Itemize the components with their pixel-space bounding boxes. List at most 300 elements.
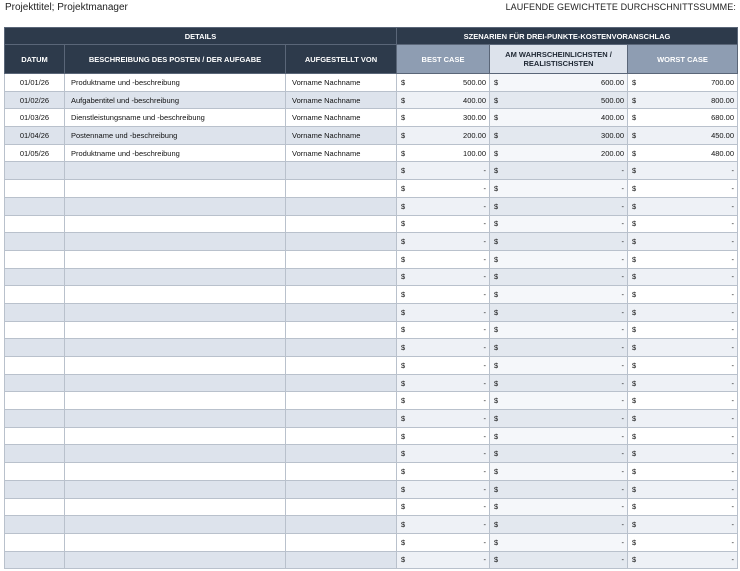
worst-value-cell[interactable] [628, 268, 738, 286]
currency-symbol: $ [632, 537, 637, 547]
worst-value-cell[interactable] [628, 91, 738, 109]
best-value-cell[interactable] [397, 215, 490, 233]
worst-value-cell[interactable] [628, 321, 738, 339]
currency-symbol: $ [401, 325, 406, 335]
date-cell[interactable] [5, 197, 65, 215]
best-value-cell[interactable] [397, 233, 490, 251]
scenarios-group-header: SZENARIEN FÜR DREI-PUNKTE-KOSTENVORANSCHLAG [397, 28, 738, 45]
worst-value: - [731, 219, 735, 229]
description-cell[interactable] [65, 516, 286, 534]
created-by-cell[interactable] [286, 427, 397, 445]
worst-value-cell[interactable] [628, 215, 738, 233]
worst-value-cell[interactable] [628, 303, 738, 321]
table-row [5, 109, 738, 127]
currency-symbol: $ [494, 484, 499, 494]
worst-case-column-header[interactable]: WORST CASE [628, 45, 738, 74]
best-value-cell[interactable] [397, 162, 490, 180]
likely-value: - [621, 166, 624, 176]
date-cell[interactable] [5, 427, 65, 445]
created-by-cell[interactable] [286, 392, 397, 410]
description-cell[interactable] [65, 162, 286, 180]
best-value: - [483, 555, 486, 565]
currency-symbol: $ [632, 378, 637, 388]
currency-symbol: $ [494, 520, 499, 530]
worst-value-cell[interactable] [628, 357, 738, 375]
worst-value-cell[interactable] [628, 392, 738, 410]
currency-symbol: $ [494, 378, 499, 388]
best-value-cell[interactable] [397, 303, 490, 321]
currency-symbol: $ [494, 466, 499, 476]
description-cell[interactable] [65, 427, 286, 445]
best-value-cell[interactable] [397, 374, 490, 392]
likely-value-cell[interactable] [490, 463, 628, 481]
worst-value-cell[interactable] [628, 480, 738, 498]
created-by-cell[interactable]: Vorname Nachname [286, 127, 397, 145]
currency-symbol: $ [632, 520, 637, 530]
currency-symbol: $ [401, 343, 406, 353]
best-value: 500.00 [463, 77, 486, 87]
best-value-cell[interactable] [397, 127, 490, 145]
description-cell[interactable] [65, 180, 286, 198]
likely-value: - [621, 502, 624, 512]
currency-symbol: $ [632, 201, 637, 211]
created-by-cell[interactable] [286, 215, 397, 233]
likely-value-cell[interactable] [490, 533, 628, 551]
created-by-column-header[interactable]: AUFGESTELLT VON [286, 45, 397, 74]
created-by-cell[interactable] [286, 516, 397, 534]
likely-value: - [621, 183, 624, 193]
best-value-cell[interactable] [397, 463, 490, 481]
date-cell[interactable] [5, 233, 65, 251]
likely-value: - [621, 272, 624, 282]
likely-value: - [621, 520, 624, 530]
date-cell[interactable] [5, 180, 65, 198]
likely-value-cell[interactable] [490, 286, 628, 304]
best-value-cell[interactable] [397, 357, 490, 375]
currency-symbol: $ [494, 254, 499, 264]
currency-symbol: $ [401, 520, 406, 530]
date-cell[interactable] [5, 357, 65, 375]
currency-symbol: $ [401, 431, 406, 441]
worst-value: - [731, 431, 735, 441]
date-cell[interactable]: 01/05/26 [5, 144, 65, 162]
likely-value-cell[interactable] [490, 374, 628, 392]
date-cell[interactable] [5, 516, 65, 534]
likely-value-cell[interactable] [490, 427, 628, 445]
currency-symbol: $ [494, 77, 499, 87]
worst-value-cell[interactable] [628, 74, 738, 92]
worst-value-cell[interactable] [628, 516, 738, 534]
best-value: - [483, 431, 486, 441]
worst-value: - [731, 555, 735, 565]
worst-value-cell[interactable] [628, 533, 738, 551]
currency-symbol: $ [632, 77, 637, 87]
best-value-cell[interactable] [397, 197, 490, 215]
project-title[interactable]: Projekttitel; Projektmanager [5, 2, 128, 13]
running-total-label: LAUFENDE GEWICHTETE DURCHSCHNITTSSUMME: [505, 2, 736, 12]
currency-symbol: $ [401, 378, 406, 388]
description-cell[interactable] [65, 463, 286, 481]
worst-value: - [731, 290, 735, 300]
description-cell[interactable] [65, 233, 286, 251]
likely-value-cell[interactable] [490, 233, 628, 251]
likely-value-cell[interactable] [490, 357, 628, 375]
likely-value: - [621, 360, 624, 370]
worst-value: 480.00 [711, 148, 735, 158]
description-cell[interactable] [65, 286, 286, 304]
currency-symbol: $ [494, 555, 499, 565]
best-value-cell[interactable] [397, 268, 490, 286]
currency-symbol: $ [632, 290, 637, 300]
best-value-cell[interactable] [397, 91, 490, 109]
likely-value-cell[interactable] [490, 339, 628, 357]
currency-symbol: $ [632, 466, 637, 476]
currency-symbol: $ [494, 307, 499, 317]
worst-value: - [731, 325, 735, 335]
date-cell[interactable] [5, 498, 65, 516]
created-by-cell[interactable] [286, 445, 397, 463]
likely-value: - [621, 237, 624, 247]
worst-value: - [731, 520, 735, 530]
worst-value-cell[interactable] [628, 551, 738, 569]
date-cell[interactable] [5, 463, 65, 481]
worst-value-cell[interactable] [628, 286, 738, 304]
table-row [5, 162, 738, 180]
table-row [5, 392, 738, 410]
description-cell[interactable]: Dienstleistungsname und -beschreibung [65, 109, 286, 127]
likely-value-cell[interactable] [490, 392, 628, 410]
table-row [5, 551, 738, 569]
description-cell[interactable] [65, 392, 286, 410]
likely-value-cell[interactable] [490, 109, 628, 127]
table-row [5, 374, 738, 392]
date-cell[interactable] [5, 410, 65, 428]
likely-value: - [621, 466, 624, 476]
likely-value-cell[interactable] [490, 498, 628, 516]
worst-value-cell[interactable] [628, 427, 738, 445]
likely-value: 600.00 [601, 77, 624, 87]
likely-value-cell[interactable] [490, 551, 628, 569]
best-value: 200.00 [463, 130, 486, 140]
worst-value: - [731, 378, 735, 388]
date-cell[interactable]: 01/04/26 [5, 127, 65, 145]
best-case-column-header[interactable]: BEST CASE [397, 45, 490, 74]
description-cell[interactable] [65, 551, 286, 569]
currency-symbol: $ [494, 431, 499, 441]
currency-symbol: $ [632, 307, 637, 317]
worst-value-cell[interactable] [628, 374, 738, 392]
date-cell[interactable] [5, 392, 65, 410]
date-cell[interactable] [5, 480, 65, 498]
date-column-header[interactable]: DATUM [5, 45, 65, 74]
best-value: - [483, 396, 486, 406]
description-cell[interactable] [65, 445, 286, 463]
worst-value-cell[interactable] [628, 250, 738, 268]
likely-column-header[interactable]: AM WAHRSCHEINLICHSTEN / REALISTISCHSTEN [490, 45, 628, 74]
table-row [5, 516, 738, 534]
worst-value: - [731, 201, 735, 211]
likely-value-cell[interactable] [490, 91, 628, 109]
created-by-cell[interactable]: Vorname Nachname [286, 91, 397, 109]
created-by-cell[interactable]: Vorname Nachname [286, 74, 397, 92]
description-cell[interactable] [65, 533, 286, 551]
currency-symbol: $ [494, 183, 499, 193]
currency-symbol: $ [632, 113, 637, 123]
table-row [5, 127, 738, 145]
currency-symbol: $ [401, 166, 406, 176]
table-row [5, 303, 738, 321]
description-cell[interactable] [65, 498, 286, 516]
likely-value-cell[interactable] [490, 250, 628, 268]
details-group-header: DETAILS [5, 28, 397, 45]
likely-value-cell[interactable] [490, 445, 628, 463]
created-by-cell[interactable] [286, 268, 397, 286]
created-by-cell[interactable] [286, 498, 397, 516]
worst-value-cell[interactable] [628, 445, 738, 463]
likely-value: 400.00 [601, 113, 624, 123]
likely-value-cell[interactable] [490, 321, 628, 339]
best-value: - [483, 254, 486, 264]
worst-value-cell[interactable] [628, 498, 738, 516]
date-cell[interactable] [5, 303, 65, 321]
created-by-cell[interactable] [286, 303, 397, 321]
best-value: - [483, 272, 486, 282]
likely-value: - [621, 449, 624, 459]
date-cell[interactable] [5, 533, 65, 551]
best-value: 300.00 [463, 113, 486, 123]
likely-value: - [621, 290, 624, 300]
likely-value-cell[interactable] [490, 127, 628, 145]
worst-value: - [731, 360, 735, 370]
worst-value-cell[interactable] [628, 144, 738, 162]
table-row [5, 463, 738, 481]
created-by-cell[interactable] [286, 410, 397, 428]
likely-value-cell[interactable] [490, 480, 628, 498]
best-value: - [483, 290, 486, 300]
date-cell[interactable] [5, 551, 65, 569]
description-cell[interactable]: Produktname und -beschreibung [65, 144, 286, 162]
created-by-cell[interactable] [286, 180, 397, 198]
best-value-cell[interactable] [397, 551, 490, 569]
best-value-cell[interactable] [397, 498, 490, 516]
worst-value-cell[interactable] [628, 197, 738, 215]
description-cell[interactable] [65, 197, 286, 215]
description-cell[interactable] [65, 357, 286, 375]
best-value: - [483, 183, 486, 193]
currency-symbol: $ [401, 360, 406, 370]
created-by-cell[interactable] [286, 286, 397, 304]
description-column-header[interactable]: BESCHREIBUNG DES POSTEN / DER AUFGABE [65, 45, 286, 74]
currency-symbol: $ [494, 449, 499, 459]
created-by-cell[interactable] [286, 533, 397, 551]
date-cell[interactable] [5, 268, 65, 286]
best-value-cell[interactable] [397, 144, 490, 162]
currency-symbol: $ [632, 555, 637, 565]
best-value: - [483, 502, 486, 512]
currency-symbol: $ [494, 148, 499, 158]
currency-symbol: $ [494, 130, 499, 140]
table-row [5, 498, 738, 516]
description-cell[interactable] [65, 215, 286, 233]
currency-symbol: $ [401, 484, 406, 494]
likely-value-cell[interactable] [490, 215, 628, 233]
worst-value: - [731, 466, 735, 476]
currency-symbol: $ [401, 237, 406, 247]
best-value-cell[interactable] [397, 250, 490, 268]
best-value-cell[interactable] [397, 516, 490, 534]
created-by-cell[interactable] [286, 374, 397, 392]
worst-value-cell[interactable] [628, 180, 738, 198]
likely-value: - [621, 201, 624, 211]
description-cell[interactable] [65, 250, 286, 268]
likely-value-cell[interactable] [490, 516, 628, 534]
worst-value-cell[interactable] [628, 109, 738, 127]
description-cell[interactable]: Produktname und -beschreibung [65, 74, 286, 92]
worst-value-cell[interactable] [628, 463, 738, 481]
best-value: - [483, 413, 486, 423]
created-by-cell[interactable] [286, 162, 397, 180]
currency-symbol: $ [494, 502, 499, 512]
description-cell[interactable] [65, 480, 286, 498]
likely-value-cell[interactable] [490, 303, 628, 321]
date-cell[interactable]: 01/01/26 [5, 74, 65, 92]
created-by-cell[interactable]: Vorname Nachname [286, 144, 397, 162]
likely-value: - [621, 431, 624, 441]
best-value-cell[interactable] [397, 392, 490, 410]
best-value-cell[interactable] [397, 445, 490, 463]
description-cell[interactable]: Aufgabentitel und -beschreibung [65, 91, 286, 109]
table-row [5, 533, 738, 551]
currency-symbol: $ [632, 237, 637, 247]
worst-value-cell[interactable] [628, 233, 738, 251]
currency-symbol: $ [401, 502, 406, 512]
created-by-cell[interactable] [286, 339, 397, 357]
worst-value: - [731, 413, 735, 423]
best-value-cell[interactable] [397, 109, 490, 127]
worst-value-cell[interactable] [628, 410, 738, 428]
table-row [5, 233, 738, 251]
worst-value: - [731, 307, 735, 317]
table-row [5, 427, 738, 445]
currency-symbol: $ [632, 396, 637, 406]
worst-value: 800.00 [711, 95, 735, 105]
table-row [5, 268, 738, 286]
currency-symbol: $ [401, 148, 406, 158]
best-value: - [483, 343, 486, 353]
likely-value: - [621, 378, 624, 388]
description-cell[interactable] [65, 374, 286, 392]
currency-symbol: $ [494, 325, 499, 335]
created-by-cell[interactable]: Vorname Nachname [286, 109, 397, 127]
best-value: - [483, 466, 486, 476]
best-value: - [483, 307, 486, 317]
created-by-cell[interactable] [286, 197, 397, 215]
worst-value-cell[interactable] [628, 162, 738, 180]
created-by-cell[interactable] [286, 233, 397, 251]
best-value-cell[interactable] [397, 286, 490, 304]
likely-value: 200.00 [601, 148, 624, 158]
likely-value-cell[interactable] [490, 74, 628, 92]
best-value-cell[interactable] [397, 321, 490, 339]
date-cell[interactable] [5, 321, 65, 339]
worst-value-cell[interactable] [628, 339, 738, 357]
likely-value-cell[interactable] [490, 268, 628, 286]
best-value-cell[interactable] [397, 180, 490, 198]
currency-symbol: $ [401, 466, 406, 476]
date-cell[interactable] [5, 286, 65, 304]
table-row [5, 91, 738, 109]
date-cell[interactable] [5, 339, 65, 357]
description-cell[interactable] [65, 410, 286, 428]
currency-symbol: $ [401, 396, 406, 406]
created-by-cell[interactable] [286, 250, 397, 268]
created-by-cell[interactable] [286, 480, 397, 498]
date-cell[interactable] [5, 162, 65, 180]
worst-value: 450.00 [711, 130, 735, 140]
currency-symbol: $ [401, 413, 406, 423]
worst-value: - [731, 237, 735, 247]
group-header-row [5, 28, 738, 45]
likely-value: - [621, 254, 624, 264]
currency-symbol: $ [494, 360, 499, 370]
currency-symbol: $ [494, 166, 499, 176]
best-value-cell[interactable] [397, 427, 490, 445]
currency-symbol: $ [401, 95, 406, 105]
table-row [5, 339, 738, 357]
description-cell[interactable] [65, 321, 286, 339]
currency-symbol: $ [632, 431, 637, 441]
worst-value: - [731, 166, 735, 176]
date-cell[interactable] [5, 374, 65, 392]
table-row [5, 180, 738, 198]
likely-value-cell[interactable] [490, 180, 628, 198]
date-cell[interactable]: 01/03/26 [5, 109, 65, 127]
best-value-cell[interactable] [397, 533, 490, 551]
likely-value-cell[interactable] [490, 144, 628, 162]
column-header-row [5, 45, 738, 74]
best-value: - [483, 520, 486, 530]
currency-symbol: $ [632, 449, 637, 459]
description-cell[interactable] [65, 268, 286, 286]
best-value-cell[interactable] [397, 74, 490, 92]
date-cell[interactable] [5, 445, 65, 463]
likely-value-cell[interactable] [490, 197, 628, 215]
likely-value: - [621, 555, 624, 565]
best-value-cell[interactable] [397, 410, 490, 428]
date-cell[interactable] [5, 215, 65, 233]
description-cell[interactable] [65, 339, 286, 357]
best-value-cell[interactable] [397, 480, 490, 498]
description-cell[interactable] [65, 303, 286, 321]
created-by-cell[interactable] [286, 463, 397, 481]
created-by-cell[interactable] [286, 551, 397, 569]
description-cell[interactable]: Postenname und -beschreibung [65, 127, 286, 145]
currency-symbol: $ [401, 537, 406, 547]
likely-value-cell[interactable] [490, 162, 628, 180]
date-cell[interactable] [5, 250, 65, 268]
created-by-cell[interactable] [286, 321, 397, 339]
likely-value-cell[interactable] [490, 410, 628, 428]
table-row [5, 480, 738, 498]
table-row [5, 445, 738, 463]
date-cell[interactable]: 01/02/26 [5, 91, 65, 109]
best-value-cell[interactable] [397, 339, 490, 357]
worst-value: - [731, 484, 735, 494]
worst-value-cell[interactable] [628, 127, 738, 145]
currency-symbol: $ [632, 272, 637, 282]
created-by-cell[interactable] [286, 357, 397, 375]
likely-value: - [621, 484, 624, 494]
